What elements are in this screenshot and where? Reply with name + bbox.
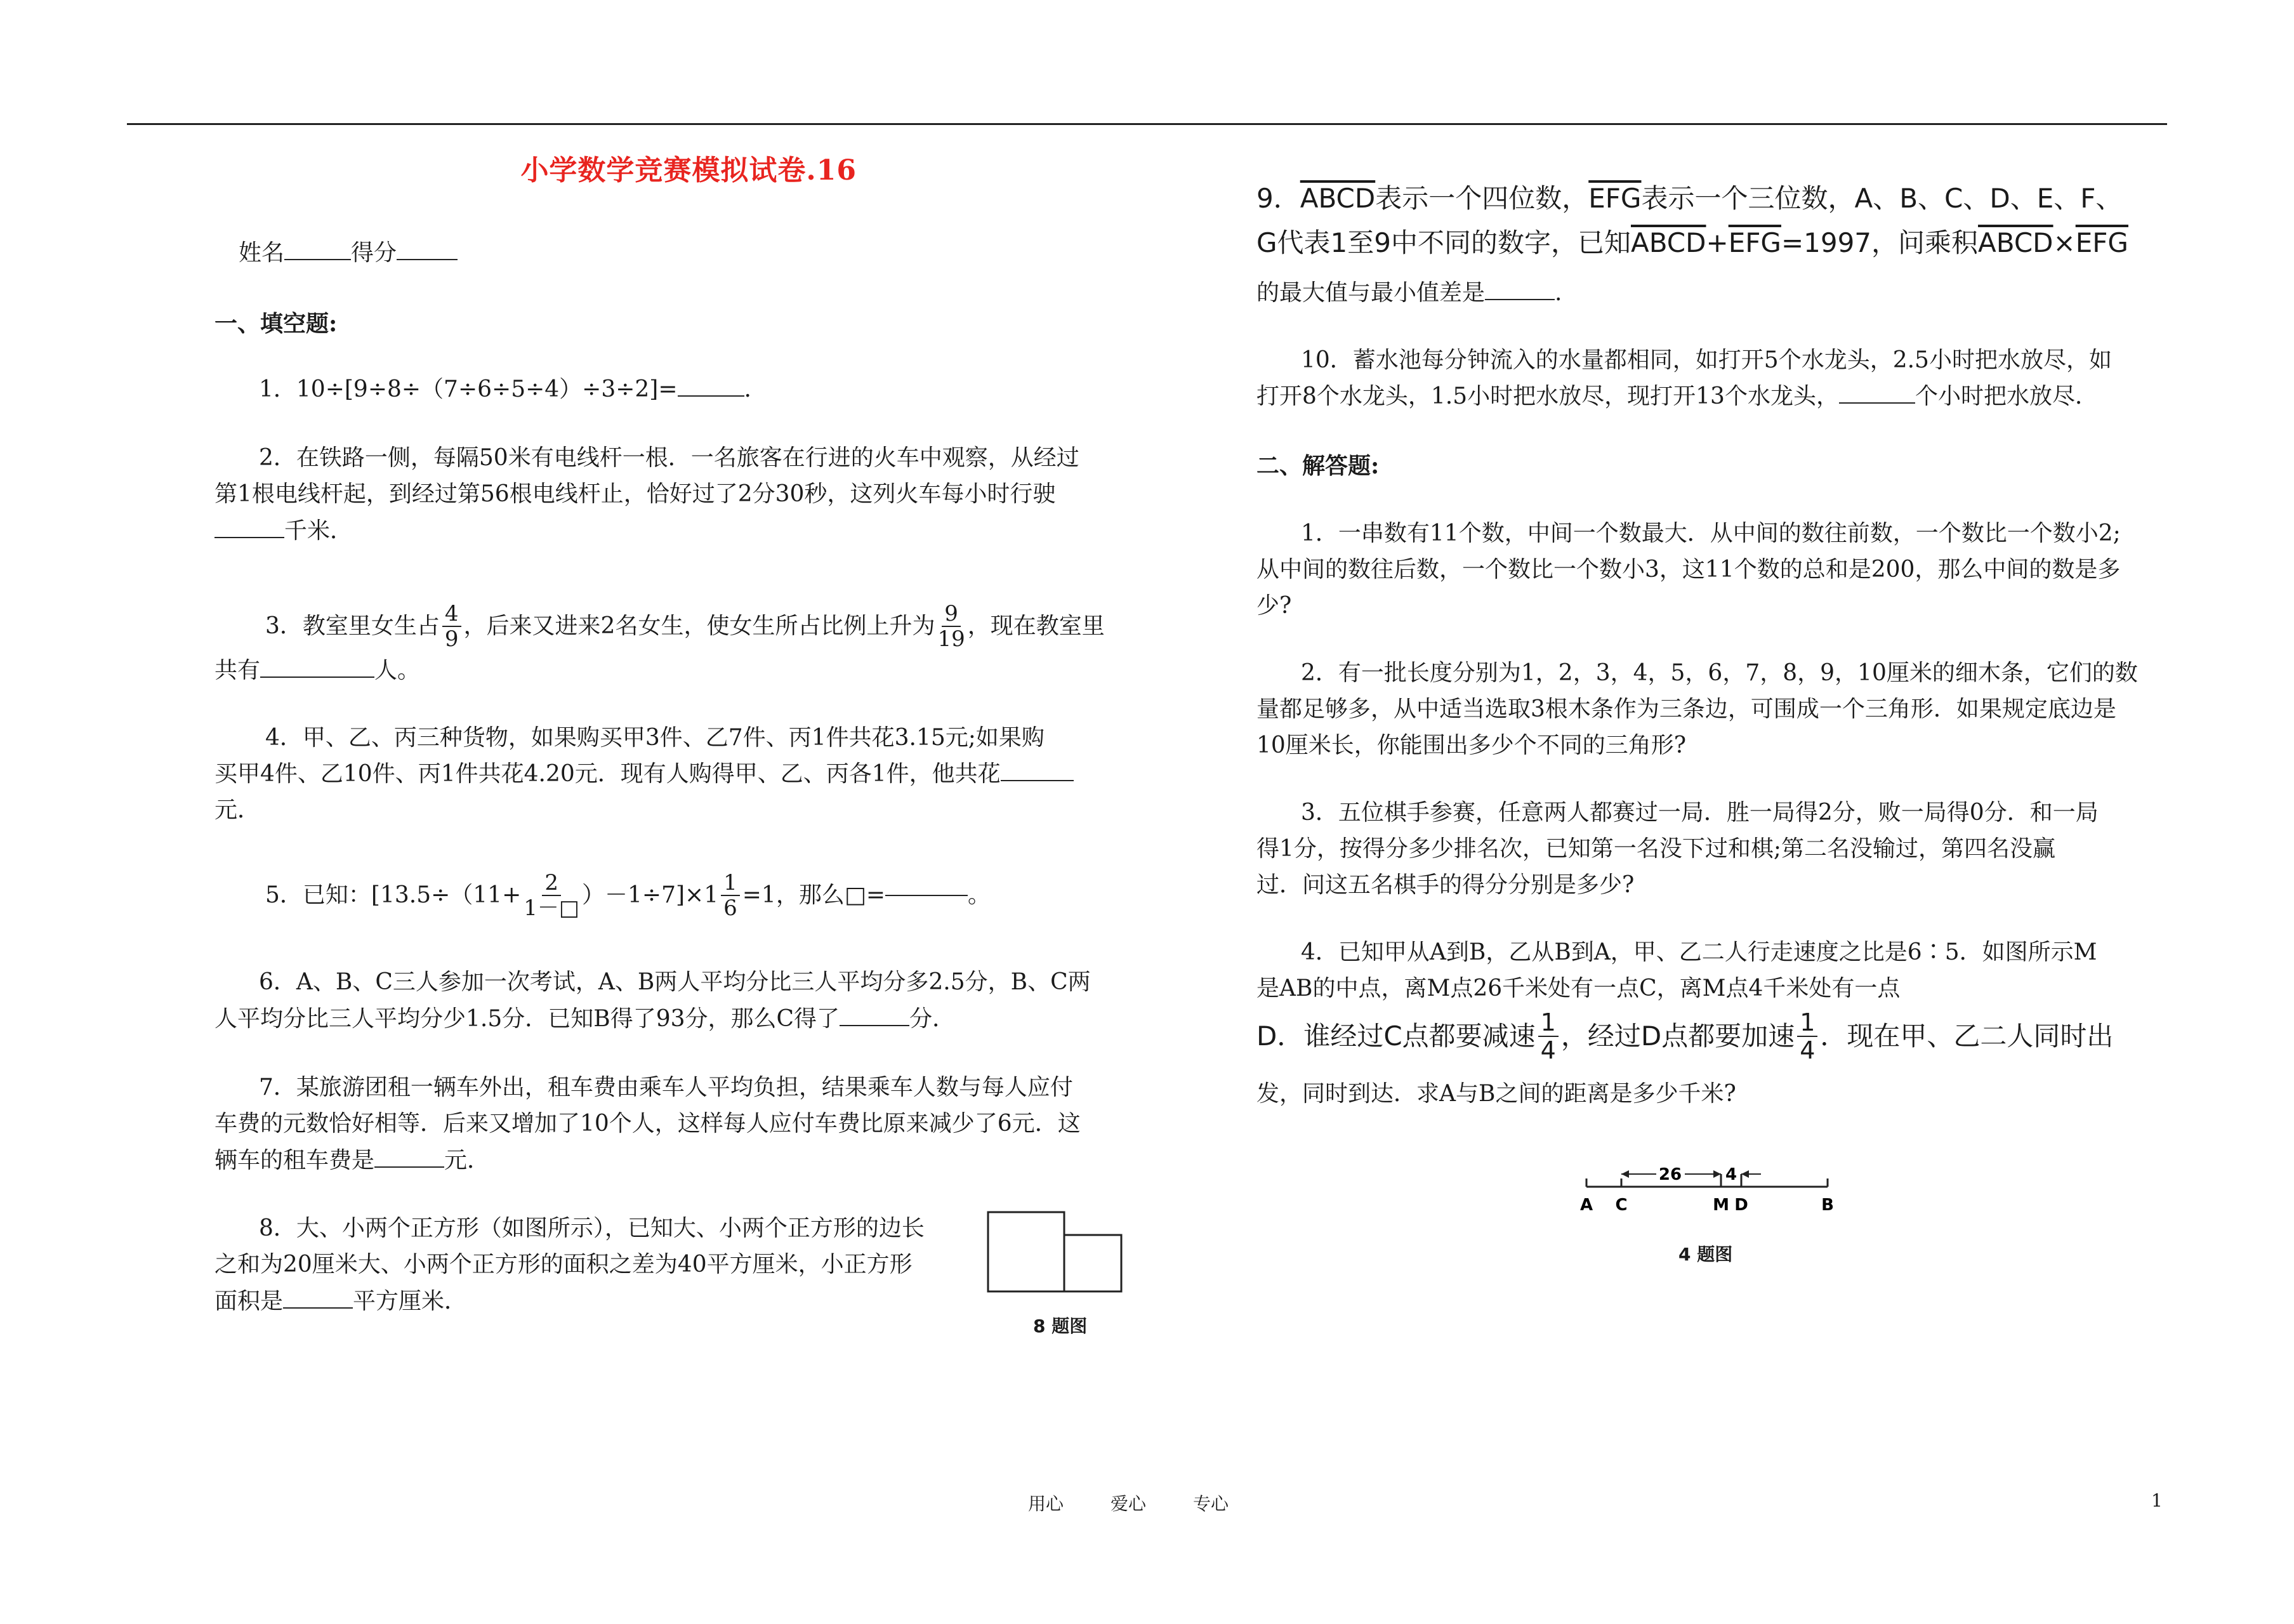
question-7-line-2: 车费的元数恰好相等．后来又增加了10个人，这样每人应付车费比原来减少了6元．这 <box>214 1111 1081 1137</box>
question-9-text-d: =1997，问乘积 <box>1781 227 1979 258</box>
answer-2-line-1: 2．有一批长度分别为1，2，3，4，5，6，7，8，9，10厘米的细木条，它们的数 <box>1301 660 2138 686</box>
label-4: 4 <box>1725 1165 1737 1184</box>
fraction-4-9 <box>442 602 461 651</box>
question-3-line-1 <box>265 602 1105 651</box>
overline-efg: $\overline{EFG}$ <box>2075 227 2128 258</box>
question-4-line-2 <box>214 756 1074 793</box>
answer-2-line-3: 10厘米长，你能围出多少个不同的三角形? <box>1256 732 1687 758</box>
answer-4-text-b: ，经过D点都要加速 <box>1560 1020 1795 1052</box>
question-7-text: 辆车的租车费是 <box>214 1147 375 1173</box>
frac-num: 9 <box>942 602 961 627</box>
label-d: D <box>1734 1196 1748 1215</box>
overline-abcd: ABCD <box>1631 227 1706 258</box>
answer-4-text-a: D．谁经过C点都要减速 <box>1256 1020 1536 1052</box>
question-6-unit: 分． <box>909 1006 956 1032</box>
frac-den: 6 <box>723 895 737 921</box>
answer-4-line-3 <box>1256 1009 2113 1064</box>
page-title: 小学数学竞赛模拟试卷.16 <box>520 154 857 187</box>
name-label: 姓名 <box>239 240 285 266</box>
small-square <box>1064 1235 1121 1291</box>
page-number: 1 <box>2151 1490 2163 1511</box>
question-5-text-c: =1，那么□= <box>742 882 885 908</box>
fraction-9-19 <box>937 602 965 651</box>
name-score-line <box>239 235 458 272</box>
question-4-line-3: 元． <box>214 797 261 823</box>
frac-num: 1 <box>1538 1009 1559 1037</box>
answer-4-text-c: ．现在甲、乙二人同时出 <box>1820 1020 2114 1052</box>
question-8-blank[interactable] <box>283 1307 353 1309</box>
question-4-text: 买甲4件、乙10件、丙1件共花4.20元．现有人购得甲、乙、丙各1件，他共花 <box>214 761 1001 787</box>
question-5-text-a: 5．已知：[13.5÷（11+ <box>265 882 522 908</box>
question-6-line-1: 6．A、B、C三人参加一次考试，A、B两人平均分比三人平均分多2.5分，B、C两 <box>259 969 1091 995</box>
question-2-blank[interactable] <box>214 537 284 538</box>
question-3-line-2 <box>214 652 420 689</box>
header-rule <box>127 123 2167 125</box>
frac-den: 4 <box>1540 1036 1556 1064</box>
answer-1-line-3: 少? <box>1256 593 1292 619</box>
section-answers: 二、解答题: <box>1256 452 1380 479</box>
question-2-unit: 千米． <box>284 518 353 544</box>
answer-3-line-3: 过．问这五名棋手的得分分别是多少? <box>1256 872 1635 898</box>
frac-num: 1 <box>721 871 740 896</box>
big-square <box>988 1212 1064 1291</box>
question-6-text: 人平均分比三人平均分少1.5分．已知B得了93分，那么C得了 <box>214 1006 840 1032</box>
question-9-line-2 <box>1256 223 2128 263</box>
question-5-blank[interactable] <box>885 895 968 896</box>
question-9-num: 9． <box>1256 183 1300 214</box>
question-7-line-3 <box>214 1142 490 1179</box>
question-3-text-a: 3．教室里女生占 <box>265 613 440 639</box>
question-10-line-2 <box>1256 378 2098 415</box>
question-6-blank[interactable] <box>840 1025 909 1026</box>
answer-1-line-1: 1．一串数有11个数，中间一个数最大．从中间的数往前数，一个数比一个数小2; <box>1301 520 2121 546</box>
question-5-text-b: ）－1÷7]×1 <box>582 882 719 908</box>
question-7-blank[interactable] <box>374 1166 444 1168</box>
question-5-end: 。 <box>968 882 991 908</box>
label-m: M <box>1713 1196 1729 1215</box>
footer-word-1: 用心 <box>1028 1493 1064 1514</box>
question-4-line-1: 4．甲、乙、丙三种货物，如果购买甲3件、乙7件、丙1件共花3.15元;如果购 <box>265 725 1045 751</box>
figure-4-number-line <box>1574 1152 1840 1222</box>
answer-1-line-2: 从中间的数往后数，一个数比一个数小3，这11个数的总和是200，那么中间的数是多 <box>1256 557 2121 583</box>
question-8-unit: 平方厘米． <box>353 1288 468 1314</box>
question-9-text-e: 的最大值与最小值差是 <box>1256 280 1486 306</box>
question-8-line-3 <box>214 1283 467 1320</box>
question-9-line-3 <box>1256 275 1562 312</box>
fraction-1-6 <box>721 871 740 920</box>
question-1 <box>259 371 751 408</box>
question-1-end: . <box>744 376 751 402</box>
question-3-unit: 人。 <box>374 657 421 683</box>
question-3-text-c: ，现在教室里 <box>967 613 1105 639</box>
label-a: A <box>1579 1196 1593 1215</box>
footer-word-3: 专心 <box>1193 1493 1229 1514</box>
question-3-blank[interactable] <box>260 677 374 678</box>
frac-den: 1－□ <box>524 895 580 921</box>
overline-abcd: ABCD <box>1978 227 2053 258</box>
question-10-unit: 个小时把水放尽． <box>1915 383 2098 409</box>
name-blank[interactable] <box>284 259 351 260</box>
question-10-line-1: 10．蓄水池每分钟流入的水量都相同，如打开5个水龙头，2.5小时把水放尽，如 <box>1301 347 2112 373</box>
question-9-text-c: G代表1至9中不同的数字，已知 <box>1256 227 1631 258</box>
label-26: 26 <box>1658 1165 1682 1184</box>
question-9-text-b: 表示一个三位数，A、B、C、D、E、F、 <box>1641 183 2123 214</box>
question-9-text-a: 表示一个四位数， <box>1375 183 1589 214</box>
question-3-text-d: 共有 <box>214 657 261 683</box>
answer-4-line-1: 4．已知甲从A到B，乙从B到A，甲、乙二人行走速度之比是6∶5．如图所示M <box>1301 939 2097 965</box>
question-2-line-2: 第1根电线杆起，到经过第56根电线杆止，恰好过了2分30秒，这列火车每小时行驶 <box>214 481 1056 507</box>
question-8-line-1: 8．大、小两个正方形（如图所示），已知大、小两个正方形的边长 <box>259 1215 925 1241</box>
score-blank[interactable] <box>397 259 458 260</box>
fraction-2-over-1-minus-box <box>524 871 579 920</box>
plus-sign: + <box>1706 227 1729 258</box>
question-10-text: 打开8个水龙头，1.5小时把水放尽，现打开13个水龙头， <box>1256 383 1839 409</box>
times-sign: × <box>2053 227 2076 258</box>
fraction-1-4 <box>1538 1009 1559 1064</box>
arrow-right-icon <box>1713 1170 1721 1178</box>
frac-num: 4 <box>442 602 461 627</box>
question-10-blank[interactable] <box>1839 402 1915 404</box>
question-8-line-2: 之和为20厘米大、小两个正方形的面积之差为40平方厘米，小正方形 <box>214 1251 913 1277</box>
question-9-end: . <box>1555 280 1562 306</box>
question-7-line-1: 7．某旅游团租一辆车外出，租车费由乘车人平均负担，结果乘车人数与每人应付 <box>259 1074 1073 1100</box>
frac-den: 9 <box>444 626 459 652</box>
section-fill-in: 一、填空题: <box>214 310 338 337</box>
question-1-text: 1．10÷[9÷8÷（7÷6÷5÷4）÷3÷2]= <box>259 376 678 402</box>
label-b: B <box>1821 1196 1834 1215</box>
figure-8-caption: 8 题图 <box>1033 1316 1088 1337</box>
question-1-blank[interactable] <box>678 395 744 397</box>
fraction-1-4 <box>1797 1009 1817 1064</box>
answer-3-line-2: 得1分，按得分多少排名次，已知第一名没下过和棋;第二名没输过，第四名没赢 <box>1256 836 2056 862</box>
figure-8-squares <box>987 1211 1139 1293</box>
answer-4-line-4: 发，同时到达．求A与B之间的距离是多少千米? <box>1256 1081 1736 1107</box>
overline-abcd: ABCD <box>1300 183 1376 214</box>
frac-num: 2 <box>542 871 561 896</box>
score-label: 得分 <box>351 240 397 266</box>
frac-num: 1 <box>1797 1009 1817 1037</box>
answer-2-line-2: 量都足够多，从中适当选取3根木条作为三条边，可围成一个三角形．如果规定底边是 <box>1256 696 2116 722</box>
overline-efg: $\overline{EFG}$ <box>1588 183 1642 214</box>
frac-den: 4 <box>1800 1036 1816 1064</box>
question-9-blank[interactable] <box>1485 299 1555 300</box>
question-8-text: 面积是 <box>214 1288 284 1314</box>
arrow-left-icon <box>1621 1170 1629 1178</box>
question-7-unit: 元． <box>444 1147 491 1173</box>
question-2-line-1: 2．在铁路一侧，每隔50米有电线杆一根．一名旅客在行进的火车中观察，从经过 <box>259 445 1079 471</box>
footer-word-2: 爱心 <box>1111 1493 1147 1514</box>
question-3-text-b: ，后来又进来2名女生，使女生所占比例上升为 <box>463 613 935 639</box>
figure-4-caption: 4 题图 <box>1678 1244 1733 1265</box>
question-2-line-3 <box>214 513 353 550</box>
question-9-line-1 <box>1256 179 2122 218</box>
overline-efg: $\overline{EFG}$ <box>1728 227 1781 258</box>
label-c: C <box>1615 1196 1628 1215</box>
answer-4-line-2: 是AB的中点，离M点26千米处有一点C，离M点4千米处有一点 <box>1256 975 1901 1001</box>
question-4-blank[interactable] <box>1001 780 1074 781</box>
answer-3-line-1: 3．五位棋手参赛，任意两人都赛过一局．胜一局得2分，败一局得0分．和一局 <box>1301 800 2099 826</box>
question-6-line-2 <box>214 1001 955 1038</box>
arrow-left-icon <box>1741 1170 1749 1178</box>
frac-den: 19 <box>937 626 965 652</box>
question-5 <box>265 871 991 920</box>
